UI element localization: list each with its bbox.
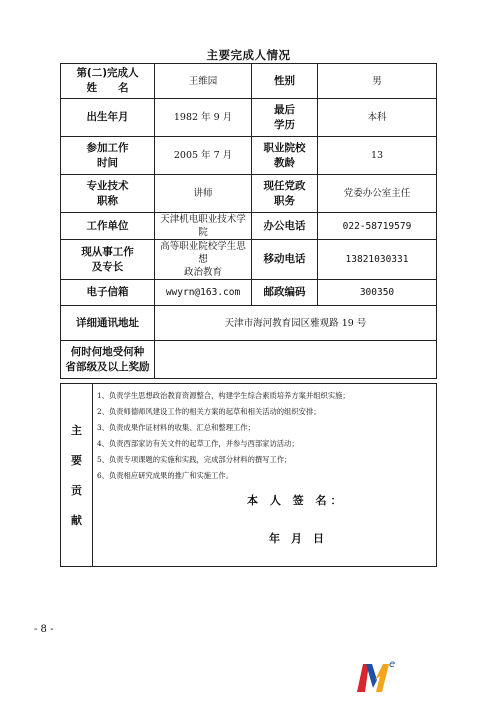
work-start-label-line1: 参加工作	[86, 141, 129, 154]
row-title	[61, 175, 437, 213]
education-label-line2: 学历	[274, 118, 295, 131]
logo-letter: e	[389, 659, 396, 670]
professional-title-label	[61, 175, 155, 213]
specialty-value-line2: 政治教育	[183, 267, 222, 278]
contribution-char: 献	[71, 514, 82, 527]
post-label-line1: 现任党政	[263, 179, 306, 192]
specialty-value-line1: 高等职业院校学生思想	[160, 241, 246, 265]
row-employer	[61, 213, 437, 240]
teaching-years-label-line1: 职业院校	[263, 141, 306, 154]
address-label: 详细通讯地址	[61, 306, 155, 341]
teaching-years-label	[252, 137, 318, 175]
signature-label: 本 人 签 名：	[247, 494, 346, 507]
row-work-start	[61, 137, 437, 175]
mobile-value: 13821030331	[318, 240, 437, 280]
row-email	[61, 280, 437, 306]
work-start-label	[61, 137, 155, 175]
logo-orange-stroke	[375, 664, 389, 692]
row-contribution	[61, 384, 437, 567]
professional-title-value: 讲师	[155, 175, 252, 213]
employer-label: 工作单位	[61, 213, 155, 240]
personal-info-table	[60, 63, 437, 379]
teaching-years-value: 13	[318, 137, 437, 175]
professional-title-label-line2: 职称	[97, 194, 118, 207]
rank-label: 第(二)完成人	[76, 67, 139, 79]
name-label-cell	[61, 64, 155, 99]
awards-label	[61, 341, 155, 379]
duty-item: 3、负责成果作证材料的收集、汇总和整理工作；	[97, 423, 255, 432]
address-value: 天津市海河教育园区雅观路 19 号	[155, 306, 437, 341]
office-phone-label: 办公电话	[252, 213, 318, 240]
education-label-line1: 最后	[274, 103, 295, 116]
birth-label: 出生年月	[61, 99, 155, 137]
contribution-content	[93, 384, 437, 567]
name-value: 王维园	[155, 64, 252, 99]
duty-item: 5、负责专项课题的实施和实践，完成部分材料的撰写工作；	[97, 455, 292, 464]
email-value: wwyrn@163.com	[155, 280, 252, 306]
postcode-label: 邮政编码	[252, 280, 318, 306]
specialty-label-line1: 现从事工作	[81, 245, 134, 258]
name-label: 姓 名	[86, 82, 129, 94]
duty-item: 1、负责学生思想政治教育资源整合，构建学生综合素质培养方案并组织实施；	[97, 391, 350, 400]
date-label: 年 月 日	[269, 532, 324, 545]
awards-label-line1: 何时何地受何种	[70, 345, 145, 358]
duty-item: 4、负责西部家访有关文件的起草工作，并参与西部家访活动；	[97, 439, 299, 448]
birth-value: 1982 年 9 月	[155, 99, 252, 137]
contribution-char: 贡	[71, 484, 82, 497]
work-start-label-line2: 时间	[97, 156, 118, 169]
row-address	[61, 306, 437, 341]
post-label	[252, 175, 318, 213]
awards-value	[155, 341, 437, 379]
row-name	[61, 64, 437, 99]
specialty-label	[61, 240, 155, 280]
row-birth	[61, 99, 437, 137]
row-awards	[61, 341, 437, 379]
teaching-years-label-line2: 教龄	[274, 156, 295, 169]
post-value: 党委办公室主任	[318, 175, 437, 213]
professional-title-label-line1: 专业技术	[86, 179, 129, 192]
education-label	[252, 99, 318, 137]
mobile-label: 移动电话	[252, 240, 318, 280]
contribution-side-label	[61, 384, 93, 567]
duty-item: 6、负责相应研究成果的推广和实施工作。	[97, 471, 233, 480]
contribution-char: 主	[71, 424, 82, 437]
contribution-table	[60, 383, 437, 567]
form-title: 主要完成人情况	[206, 48, 291, 62]
work-start-value: 2005 年 7 月	[155, 137, 252, 175]
logo-blue-stroke	[366, 664, 377, 688]
awards-label-line2: 省部级及以上奖励	[65, 360, 150, 373]
page-number: - 8 -	[34, 624, 54, 635]
specialty-value	[155, 240, 252, 280]
gender-label: 性别	[252, 64, 318, 99]
postcode-value: 300350	[318, 280, 437, 306]
education-value: 本科	[318, 99, 437, 137]
specialty-label-line2: 及专长	[91, 260, 124, 273]
logo-red-stroke	[357, 664, 369, 692]
gender-value: 男	[318, 64, 437, 99]
contribution-char: 要	[71, 454, 82, 467]
office-phone-value: 022-58719579	[318, 213, 437, 240]
school-logo-icon	[355, 658, 397, 694]
post-label-line2: 职务	[274, 194, 295, 207]
row-specialty	[61, 240, 437, 280]
employer-value: 天津机电职业技术学院	[155, 213, 252, 240]
duty-item: 2、负责师德师风建设工作的相关方案的起草和相关活动的组织安排；	[97, 407, 321, 416]
email-label: 电子信箱	[61, 280, 155, 306]
